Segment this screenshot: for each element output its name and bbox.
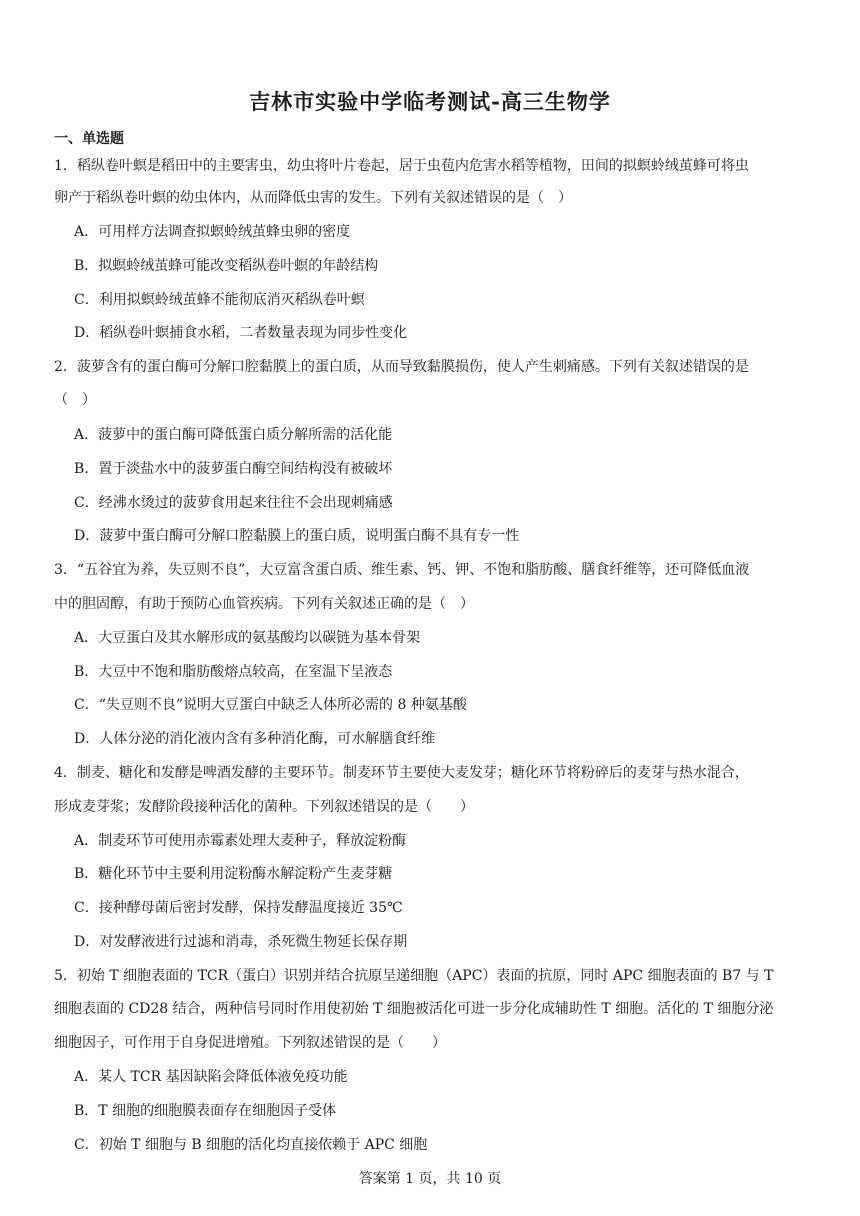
question-4-stem-line-1: 4．制麦、糖化和发酵是啤酒发酵的主要环节。制麦环节主要使大麦发芽；糖化环节将粉碎后的麦芽与热水混合， xyxy=(54,765,749,781)
question-3-option-a: A．大豆蛋白及其水解形成的氨基酸均以碳链为基本骨架 xyxy=(74,630,421,646)
question-2-stem-line-1: 2．菠萝含有的蛋白酶可分解口腔黏膜上的蛋白质，从而导致黏膜损伤，使人产生刺痛感。下列有关叙述错误的是 xyxy=(54,359,749,375)
question-5-option-b: B．T 细胞的细胞膜表面存在细胞因子受体 xyxy=(74,1103,337,1119)
question-1-option-d: D．稻纵卷叶螟捕食水稻，二者数量表现为同步性变化 xyxy=(74,325,408,341)
question-2-option-c: C．经沸水烫过的菠萝食用起来往往不会出现刺痛感 xyxy=(74,495,393,511)
question-1-option-c: C．利用拟螟蛉绒茧蜂不能彻底消灭稻纵卷叶螟 xyxy=(74,292,365,308)
question-1-stem-line-1: 1．稻纵卷叶螟是稻田中的主要害虫，幼虫将叶片卷起，居于虫苞内危害水稻等植物，田间的拟螟蛉绒茧蜂可将虫 xyxy=(54,158,749,174)
question-5-option-a: A．某人 TCR 基因缺陷会降低体液免疫功能 xyxy=(74,1069,348,1085)
question-3-stem-line-1: 3．“五谷宜为养，失豆则不良”，大豆富含蛋白质、维生素、钙、钾、不饱和脂肪酸、膳食纤维等，还可降低血液 xyxy=(54,562,750,578)
question-4-option-c: C．接种酵母菌后密封发酵，保持发酵温度接近 35℃ xyxy=(74,900,403,916)
question-1-option-b: B．拟螟蛉绒茧蜂可能改变稻纵卷叶螟的年龄结构 xyxy=(74,258,379,274)
question-3-option-b: B．大豆中不饱和脂肪酸熔点较高，在室温下呈液态 xyxy=(74,664,393,680)
question-3-stem-line-2: 中的胆固醇，有助于预防心血管疾病。下列有关叙述正确的是（ ） xyxy=(54,596,474,612)
question-5-option-c: C．初始 T 细胞与 B 细胞的活化均直接依赖于 APC 细胞 xyxy=(74,1137,428,1153)
page-footer: 答案第 1 页，共 10 页 xyxy=(358,1171,502,1187)
question-1-stem-line-2: 卵产于稻纵卷叶螟的幼虫体内，从而降低虫害的发生。下列有关叙述错误的是（ ） xyxy=(54,190,572,206)
question-2-option-d: D．菠萝中蛋白酶可分解口腔黏膜上的蛋白质，说明蛋白酶不具有专一性 xyxy=(74,528,520,544)
question-2-option-b: B．置于淡盐水中的菠萝蛋白酶空间结构没有被破坏 xyxy=(74,461,393,477)
question-2-option-a: A．菠萝中的蛋白酶可降低蛋白质分解所需的活化能 xyxy=(74,427,393,443)
question-2-stem-line-2: （ ） xyxy=(54,392,96,408)
question-4-option-d: D．对发酵液进行过滤和消毒，杀死微生物延长保存期 xyxy=(74,934,408,950)
question-1-option-a: A．可用样方法调查拟螟蛉绒茧蜂虫卵的密度 xyxy=(74,224,351,240)
question-5-stem-line-3: 细胞因子，可作用于自身促进增殖。下列叙述错误的是（ ） xyxy=(54,1035,446,1051)
question-4-option-a: A．制麦环节可使用赤霉素处理大麦种子，释放淀粉酶 xyxy=(74,833,407,849)
question-5-stem-line-2: 细胞表面的 CD28 结合，两种信号同时作用使初始 T 细胞被活化可进一步分化成辅助性 T 细胞。活化的 T 细胞分泌 xyxy=(54,1001,774,1017)
question-3-option-d: D．人体分泌的消化液内含有多种消化酶，可水解膳食纤维 xyxy=(74,731,436,747)
question-3-option-c: C．“失豆则不良”说明大豆蛋白中缺乏人体所必需的 8 种氨基酸 xyxy=(74,697,467,713)
section-heading: 一、单选题 xyxy=(54,131,124,147)
question-5-stem-line-1: 5．初始 T 细胞表面的 TCR（蛋白）识别并结合抗原呈递细胞（APC）表面的抗原，同时 APC 细胞表面的 B7 与 T xyxy=(54,968,774,984)
question-4-stem-line-2: 形成麦芽浆；发酵阶段接种活化的菌种。下列叙述错误的是（ ） xyxy=(54,799,474,815)
question-4-option-b: B．糖化环节中主要利用淀粉酶水解淀粉产生麦芽糖 xyxy=(74,866,393,882)
page-title: 吉林市实验中学临考测试-高三生物学 xyxy=(249,89,611,114)
